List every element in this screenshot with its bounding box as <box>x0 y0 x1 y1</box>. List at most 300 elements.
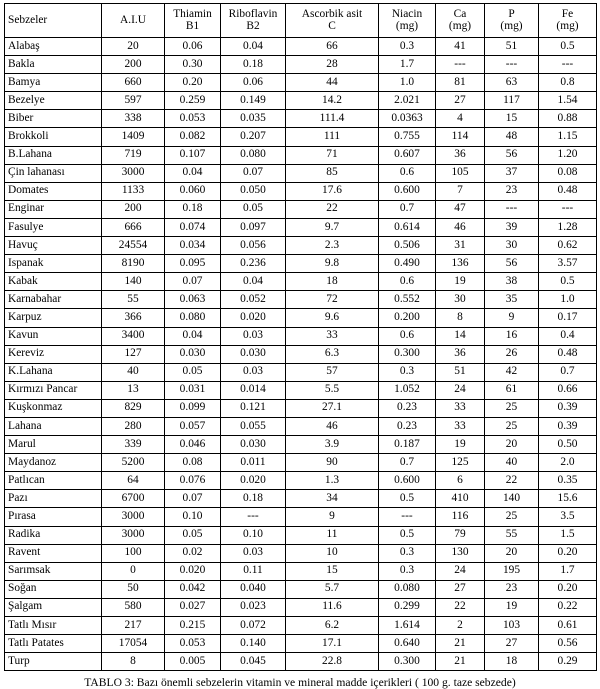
value-cell: 4 <box>436 110 485 128</box>
value-cell: 48 <box>485 128 539 146</box>
value-cell: 0.031 <box>165 381 221 399</box>
value-cell: 597 <box>102 92 165 110</box>
value-cell: 0.88 <box>539 110 597 128</box>
value-cell: 410 <box>436 490 485 508</box>
column-header-title: Ca <box>453 7 467 20</box>
value-cell: 0.62 <box>539 237 597 255</box>
value-cell: 0.03 <box>221 363 286 381</box>
value-cell: 15 <box>485 110 539 128</box>
vegetable-name-cell: Lahana <box>5 417 102 435</box>
value-cell: 0.027 <box>165 598 221 616</box>
value-cell: 3.57 <box>539 255 597 273</box>
value-cell: 0.506 <box>379 237 436 255</box>
value-cell: 0.020 <box>221 309 286 327</box>
table-caption: TABLO 3: Bazı önemli sebzelerin vitamin ve mineral madde içerikleri ( 100 g. taze sebzede) <box>84 676 516 689</box>
value-cell: 0.3 <box>379 38 436 56</box>
value-cell: 117 <box>485 92 539 110</box>
value-cell: 0.076 <box>165 472 221 490</box>
value-cell: 6700 <box>102 490 165 508</box>
table-row <box>5 327 597 345</box>
value-cell: 9 <box>286 508 379 526</box>
value-cell: 6.2 <box>286 617 379 635</box>
vegetable-name-cell: K.Lahana <box>5 363 102 381</box>
value-cell: 0.552 <box>379 291 436 309</box>
value-cell: 6.3 <box>286 345 379 363</box>
value-cell: 27 <box>436 580 485 598</box>
value-cell: 0.040 <box>221 580 286 598</box>
value-cell: 0.074 <box>165 218 221 236</box>
value-cell: 30 <box>485 237 539 255</box>
table-row <box>5 200 597 218</box>
table-row <box>5 381 597 399</box>
value-cell: 8 <box>102 653 165 671</box>
value-cell: 0.080 <box>165 309 221 327</box>
value-cell: 0.17 <box>539 309 597 327</box>
value-cell: --- <box>485 56 539 74</box>
value-cell: 81 <box>436 74 485 92</box>
value-cell: 5200 <box>102 454 165 472</box>
value-cell: 1.20 <box>539 146 597 164</box>
value-cell: 0.080 <box>221 146 286 164</box>
value-cell: 0.082 <box>165 128 221 146</box>
value-cell: 71 <box>286 146 379 164</box>
value-cell: 55 <box>102 291 165 309</box>
value-cell: 0.0363 <box>379 110 436 128</box>
value-cell: --- <box>539 200 597 218</box>
table-row <box>5 490 597 508</box>
value-cell: 25 <box>485 508 539 526</box>
table-row <box>5 56 597 74</box>
column-header <box>5 4 102 38</box>
value-cell: 2.0 <box>539 454 597 472</box>
value-cell: 16 <box>485 327 539 345</box>
value-cell: 3000 <box>102 526 165 544</box>
value-cell: 100 <box>102 544 165 562</box>
value-cell: 1.0 <box>379 74 436 92</box>
vegetable-name-cell: Sarımsak <box>5 562 102 580</box>
value-cell: 33 <box>286 327 379 345</box>
column-header-title: Ascorbik asit <box>301 7 363 20</box>
value-cell: 18 <box>286 273 379 291</box>
value-cell: 0.055 <box>221 417 286 435</box>
value-cell: 61 <box>485 381 539 399</box>
value-cell: 0.640 <box>379 635 436 653</box>
value-cell: 0.020 <box>165 562 221 580</box>
value-cell: 0.06 <box>165 38 221 56</box>
value-cell: 0.10 <box>221 526 286 544</box>
value-cell: 0.300 <box>379 345 436 363</box>
value-cell: 130 <box>436 544 485 562</box>
value-cell: 0.215 <box>165 617 221 635</box>
value-cell: 0.207 <box>221 128 286 146</box>
value-cell: 0.18 <box>165 200 221 218</box>
value-cell: 0.149 <box>221 92 286 110</box>
column-header-title: P <box>508 7 515 20</box>
vegetable-name-cell: Marul <box>5 436 102 454</box>
table-row <box>5 653 597 671</box>
value-cell: 200 <box>102 56 165 74</box>
value-cell: 105 <box>436 164 485 182</box>
value-cell: 14 <box>436 327 485 345</box>
value-cell: 8190 <box>102 255 165 273</box>
value-cell: 217 <box>102 617 165 635</box>
value-cell: 33 <box>436 417 485 435</box>
value-cell: 28 <box>286 56 379 74</box>
value-cell: 111 <box>286 128 379 146</box>
value-cell: 31 <box>436 237 485 255</box>
value-cell: 0.39 <box>539 399 597 417</box>
table-row <box>5 291 597 309</box>
value-cell: 19 <box>436 436 485 454</box>
value-cell: 41 <box>436 38 485 56</box>
column-header-unit: B1 <box>185 19 200 32</box>
vegetable-name-cell: Soğan <box>5 580 102 598</box>
value-cell: 0.236 <box>221 255 286 273</box>
value-cell: 0.4 <box>539 327 597 345</box>
table-row <box>5 598 597 616</box>
value-cell: 0.097 <box>221 218 286 236</box>
value-cell: 23 <box>485 580 539 598</box>
value-cell: 116 <box>436 508 485 526</box>
header-row <box>5 4 597 38</box>
value-cell: 0.02 <box>165 544 221 562</box>
value-cell: 0.3 <box>379 363 436 381</box>
vegetable-name-cell: Fasulye <box>5 218 102 236</box>
value-cell: 85 <box>286 164 379 182</box>
table-row <box>5 38 597 56</box>
table-row <box>5 110 597 128</box>
vegetable-name-cell: Kırmızı Pancar <box>5 381 102 399</box>
value-cell: 0.11 <box>221 562 286 580</box>
column-header-unit: (mg) <box>556 19 579 32</box>
value-cell: --- <box>379 508 436 526</box>
value-cell: 0.030 <box>221 345 286 363</box>
value-cell: 200 <box>102 200 165 218</box>
value-cell: 14.2 <box>286 92 379 110</box>
value-cell: --- <box>436 56 485 74</box>
value-cell: 9.8 <box>286 255 379 273</box>
value-cell: 5.7 <box>286 580 379 598</box>
value-cell: 11 <box>286 526 379 544</box>
table-row <box>5 128 597 146</box>
vegetable-name-cell: Enginar <box>5 200 102 218</box>
value-cell: 22.8 <box>286 653 379 671</box>
value-cell: 195 <box>485 562 539 580</box>
value-cell: 0.08 <box>539 164 597 182</box>
value-cell: 0.04 <box>221 273 286 291</box>
value-cell: 25 <box>485 417 539 435</box>
value-cell: 0.035 <box>221 110 286 128</box>
value-cell: 3.9 <box>286 436 379 454</box>
table-row <box>5 399 597 417</box>
value-cell: 0.66 <box>539 381 597 399</box>
value-cell: 0.300 <box>379 653 436 671</box>
value-cell: 15.6 <box>539 490 597 508</box>
value-cell: 27 <box>485 635 539 653</box>
value-cell: 3.5 <box>539 508 597 526</box>
value-cell: 0.7 <box>539 363 597 381</box>
value-cell: 38 <box>485 273 539 291</box>
value-cell: 0.299 <box>379 598 436 616</box>
value-cell: 3000 <box>102 508 165 526</box>
value-cell: 0.03 <box>221 544 286 562</box>
table-row <box>5 218 597 236</box>
value-cell: 0.05 <box>165 363 221 381</box>
value-cell: 11.6 <box>286 598 379 616</box>
value-cell: 50 <box>102 580 165 598</box>
value-cell: 36 <box>436 345 485 363</box>
value-cell: 2 <box>436 617 485 635</box>
value-cell: 0.045 <box>221 653 286 671</box>
value-cell: 0.30 <box>165 56 221 74</box>
value-cell: 0.05 <box>165 526 221 544</box>
column-header-unit: C <box>328 19 336 32</box>
value-cell: 0.5 <box>539 273 597 291</box>
value-cell: 13 <box>102 381 165 399</box>
value-cell: 0.020 <box>221 472 286 490</box>
value-cell: 9.6 <box>286 309 379 327</box>
value-cell: 1.7 <box>539 562 597 580</box>
value-cell: 40 <box>485 454 539 472</box>
value-cell: 1.0 <box>539 291 597 309</box>
table-row <box>5 562 597 580</box>
column-header-unit: B2 <box>246 19 260 32</box>
column-header <box>165 4 221 38</box>
value-cell: 0.10 <box>165 508 221 526</box>
value-cell: 140 <box>102 273 165 291</box>
value-cell: 1133 <box>102 182 165 200</box>
value-cell: 8 <box>436 309 485 327</box>
value-cell: 0.053 <box>165 110 221 128</box>
value-cell: 0.046 <box>165 436 221 454</box>
value-cell: 0.121 <box>221 399 286 417</box>
value-cell: 0.23 <box>379 417 436 435</box>
value-cell: 35 <box>485 291 539 309</box>
value-cell: 40 <box>102 363 165 381</box>
value-cell: 125 <box>436 454 485 472</box>
vegetable-name-cell: Turp <box>5 653 102 671</box>
value-cell: 0.011 <box>221 454 286 472</box>
value-cell: 0.187 <box>379 436 436 454</box>
table-row <box>5 508 597 526</box>
value-cell: 0.56 <box>539 635 597 653</box>
value-cell: 3000 <box>102 164 165 182</box>
value-cell: 79 <box>436 526 485 544</box>
value-cell: 5.5 <box>286 381 379 399</box>
value-cell: 0.6 <box>379 327 436 345</box>
table-row <box>5 164 597 182</box>
value-cell: 44 <box>286 74 379 92</box>
value-cell: 72 <box>286 291 379 309</box>
value-cell: 0.5 <box>379 526 436 544</box>
column-header-unit: (mg) <box>500 19 523 32</box>
table-row <box>5 526 597 544</box>
value-cell: 2.021 <box>379 92 436 110</box>
value-cell: 19 <box>436 273 485 291</box>
value-cell: 64 <box>102 472 165 490</box>
vegetable-name-cell: Kereviz <box>5 345 102 363</box>
value-cell: 34 <box>286 490 379 508</box>
value-cell: 0.3 <box>379 544 436 562</box>
value-cell: 20 <box>485 544 539 562</box>
column-header <box>436 4 485 38</box>
value-cell: 0.20 <box>539 580 597 598</box>
table-row <box>5 363 597 381</box>
value-cell: 30 <box>436 291 485 309</box>
vegetable-name-cell: Bakla <box>5 56 102 74</box>
column-header <box>221 4 286 38</box>
value-cell: 22 <box>436 598 485 616</box>
value-cell: 24554 <box>102 237 165 255</box>
vegetable-name-cell: Pazı <box>5 490 102 508</box>
value-cell: 56 <box>485 255 539 273</box>
value-cell: 0.5 <box>379 490 436 508</box>
value-cell: 136 <box>436 255 485 273</box>
nutrition-table <box>4 3 597 671</box>
value-cell: 1.3 <box>286 472 379 490</box>
table-row <box>5 472 597 490</box>
value-cell: 17.6 <box>286 182 379 200</box>
value-cell: 0.005 <box>165 653 221 671</box>
value-cell: 55 <box>485 526 539 544</box>
value-cell: 0.140 <box>221 635 286 653</box>
vegetable-name-cell: Tatlı Mısır <box>5 617 102 635</box>
value-cell: 46 <box>286 417 379 435</box>
vegetable-name-cell: Biber <box>5 110 102 128</box>
value-cell: 27.1 <box>286 399 379 417</box>
value-cell: 0.04 <box>165 327 221 345</box>
value-cell: 0.39 <box>539 417 597 435</box>
value-cell: 0.07 <box>165 490 221 508</box>
table-body <box>5 38 597 671</box>
value-cell: 0.8 <box>539 74 597 92</box>
value-cell: 0.06 <box>221 74 286 92</box>
value-cell: 0.18 <box>221 56 286 74</box>
value-cell: 18 <box>485 653 539 671</box>
value-cell: 0.6 <box>379 273 436 291</box>
value-cell: 0.050 <box>221 182 286 200</box>
value-cell: 24 <box>436 381 485 399</box>
value-cell: 10 <box>286 544 379 562</box>
vegetable-name-cell: Pırasa <box>5 508 102 526</box>
vegetable-name-cell: Tatlı Patates <box>5 635 102 653</box>
vegetable-name-cell: Alabaş <box>5 38 102 56</box>
value-cell: 0.095 <box>165 255 221 273</box>
value-cell: 140 <box>485 490 539 508</box>
value-cell: 0.200 <box>379 309 436 327</box>
value-cell: 37 <box>485 164 539 182</box>
vegetable-name-cell: Kavun <box>5 327 102 345</box>
value-cell: 19 <box>485 598 539 616</box>
value-cell: 0.755 <box>379 128 436 146</box>
value-cell: 0.23 <box>379 399 436 417</box>
value-cell: 42 <box>485 363 539 381</box>
value-cell: 1.54 <box>539 92 597 110</box>
column-header-title: Fe <box>561 7 574 20</box>
value-cell: 21 <box>436 653 485 671</box>
column-header-title: Sebzeler <box>8 13 48 26</box>
value-cell: 51 <box>436 363 485 381</box>
vegetable-name-cell: Kuşkonmaz <box>5 399 102 417</box>
value-cell: 1.28 <box>539 218 597 236</box>
value-cell: 0.259 <box>165 92 221 110</box>
vegetable-name-cell: Ravent <box>5 544 102 562</box>
value-cell: 66 <box>286 38 379 56</box>
value-cell: 719 <box>102 146 165 164</box>
vegetable-name-cell: Şalgam <box>5 598 102 616</box>
value-cell: 580 <box>102 598 165 616</box>
value-cell: 0.056 <box>221 237 286 255</box>
value-cell: 338 <box>102 110 165 128</box>
value-cell: 114 <box>436 128 485 146</box>
value-cell: 17054 <box>102 635 165 653</box>
value-cell: 26 <box>485 345 539 363</box>
column-header-title: Thiamin <box>173 7 212 20</box>
value-cell: 0.29 <box>539 653 597 671</box>
value-cell: 51 <box>485 38 539 56</box>
value-cell: 21 <box>436 635 485 653</box>
value-cell: 25 <box>485 399 539 417</box>
value-cell: 0.060 <box>165 182 221 200</box>
value-cell: 0.057 <box>165 417 221 435</box>
value-cell: 0.014 <box>221 381 286 399</box>
value-cell: 0.3 <box>379 562 436 580</box>
value-cell: 339 <box>102 436 165 454</box>
value-cell: 0.053 <box>165 635 221 653</box>
value-cell: 46 <box>436 218 485 236</box>
value-cell: 829 <box>102 399 165 417</box>
value-cell: 0.030 <box>165 345 221 363</box>
table-row <box>5 580 597 598</box>
value-cell: 0.080 <box>379 580 436 598</box>
table-row <box>5 544 597 562</box>
value-cell: 280 <box>102 417 165 435</box>
column-header-title: Niacin <box>391 7 423 20</box>
value-cell: 0.18 <box>221 490 286 508</box>
table-row <box>5 309 597 327</box>
table-row <box>5 146 597 164</box>
table-row <box>5 454 597 472</box>
value-cell: 15 <box>286 562 379 580</box>
value-cell: 2.3 <box>286 237 379 255</box>
vegetable-name-cell: Karnabahar <box>5 291 102 309</box>
value-cell: 27 <box>436 92 485 110</box>
value-cell: 0.22 <box>539 598 597 616</box>
vegetable-name-cell: Domates <box>5 182 102 200</box>
value-cell: 90 <box>286 454 379 472</box>
value-cell: 1.5 <box>539 526 597 544</box>
value-cell: 0.052 <box>221 291 286 309</box>
value-cell: 20 <box>485 436 539 454</box>
value-cell: 111.4 <box>286 110 379 128</box>
value-cell: 0.7 <box>379 454 436 472</box>
value-cell: 0.20 <box>539 544 597 562</box>
value-cell: 0.099 <box>165 399 221 417</box>
value-cell: 9 <box>485 309 539 327</box>
value-cell: 1409 <box>102 128 165 146</box>
vegetable-name-cell: Çin lahanası <box>5 164 102 182</box>
value-cell: 33 <box>436 399 485 417</box>
value-cell: 0.107 <box>165 146 221 164</box>
value-cell: 0.07 <box>165 273 221 291</box>
value-cell: 0.07 <box>221 164 286 182</box>
value-cell: 0.072 <box>221 617 286 635</box>
value-cell: 47 <box>436 200 485 218</box>
vegetable-name-cell: Ispanak <box>5 255 102 273</box>
value-cell: 1.052 <box>379 381 436 399</box>
table-row <box>5 635 597 653</box>
table-row <box>5 617 597 635</box>
